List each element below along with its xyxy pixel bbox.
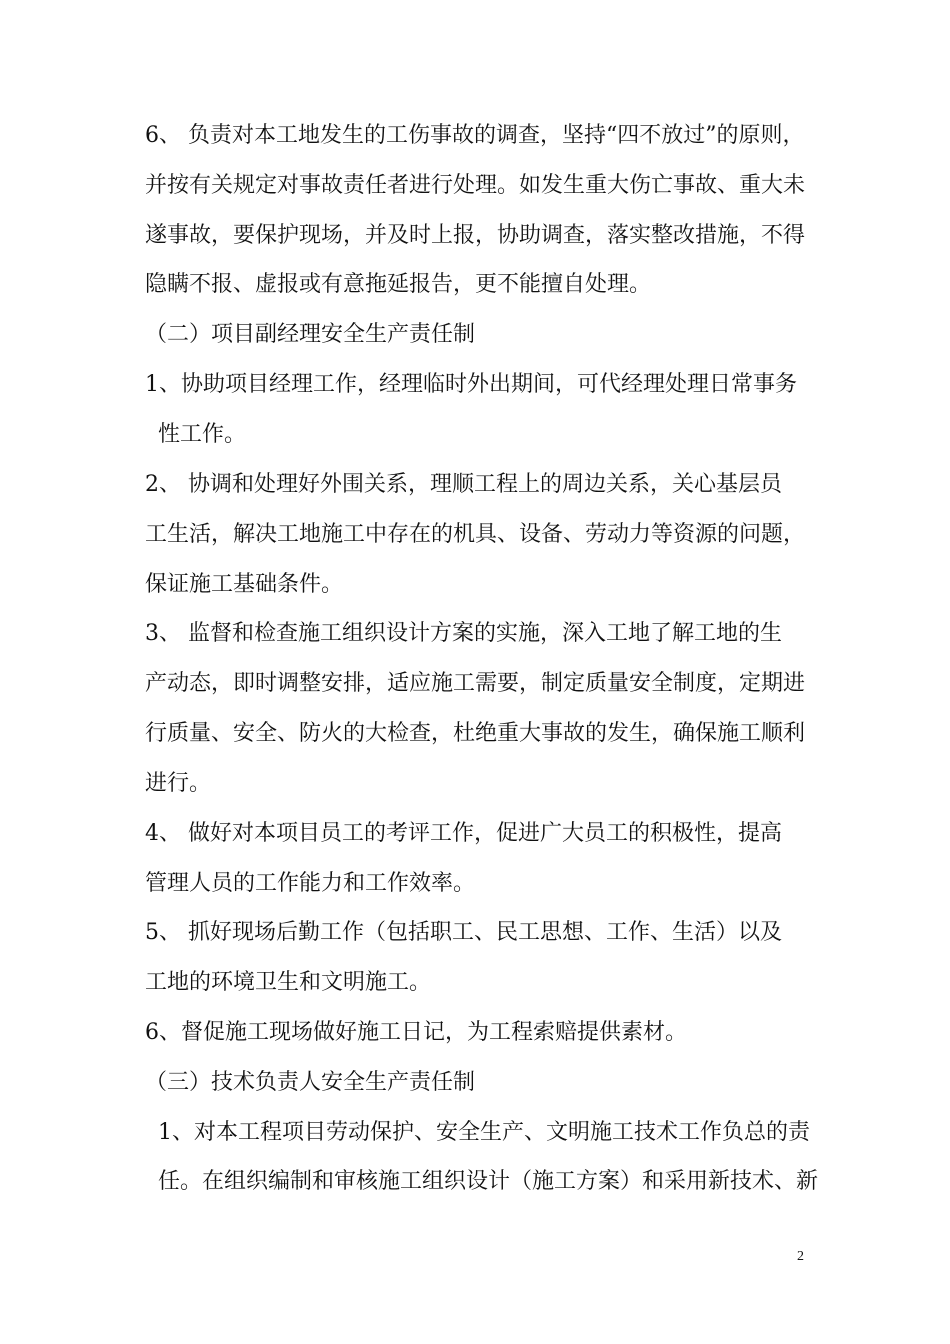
text-line: 保证施工基础条件。 [145,572,344,597]
text-line: 1、对本工程项目劳动保护、安全生产、文明施工技术工作负总的责 [158,1120,810,1145]
text-line: 1、协助项目经理工作，经理临时外出期间，可代经理处理日常事务 [145,372,797,397]
text-line: 性工作。 [158,422,247,447]
text-line: 4、 做好对本项目员工的考评工作，促进广大员工的积极性，提高 [145,821,782,846]
section-heading: （二）项目副经理安全生产责任制 [145,322,476,347]
text-line: 2、 协调和处理好外围关系，理顺工程上的周边关系，关心基层员 [145,472,782,497]
text-line: 3、 监督和检查施工组织设计方案的实施，深入工地了解工地的生 [145,621,782,646]
text-line: 6、督促施工现场做好施工日记，为工程索赔提供素材。 [145,1020,687,1045]
text-line: 管理人员的工作能力和工作效率。 [145,871,476,896]
text-line: 任。在组织编制和审核施工组织设计（施工方案）和采用新技术、新 [158,1169,819,1194]
text-line: 行质量、安全、防火的大检查，杜绝重大事故的发生，确保施工顺利 [145,721,806,746]
text-line: 工生活，解决工地施工中存在的机具、设备、劳动力等资源的问题， [145,522,806,547]
text-line: 并按有关规定对事故责任者进行处理。如发生重大伤亡事故、重大未 [145,173,806,198]
text-line: 隐瞒不报、虚报或有意拖延报告，更不能擅自处理。 [145,272,652,297]
page-number: 2 [797,1249,804,1264]
text-line: 工地的环境卫生和文明施工。 [145,970,432,995]
section-heading: （三）技术负责人安全生产责任制 [145,1070,476,1095]
text-line: 进行。 [145,771,212,796]
text-line: 产动态，即时调整安排，适应施工需要，制定质量安全制度，定期进 [145,671,806,696]
text-line: 5、 抓好现场后勤工作（包括职工、民工思想、工作、生活）以及 [145,920,782,945]
text-line: 6、 负责对本工地发生的工伤事故的调查，坚持“四不放过”的原则， [145,123,805,148]
text-line: 遂事故，要保护现场，并及时上报，协助调查，落实整改措施，不得 [145,223,806,248]
